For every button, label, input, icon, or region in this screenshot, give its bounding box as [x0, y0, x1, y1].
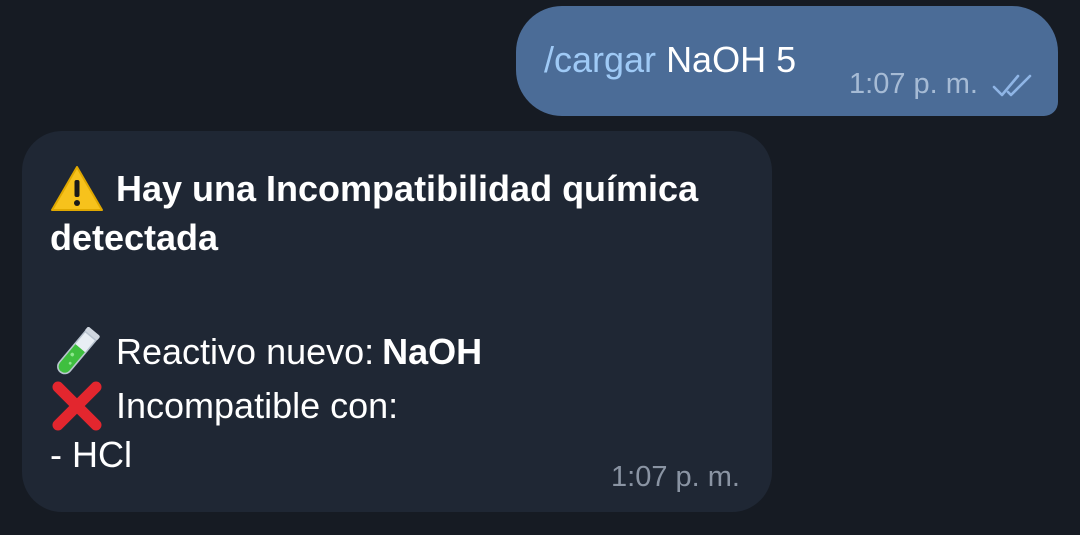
test-tube-icon	[50, 327, 104, 377]
warning-title-line	[50, 164, 698, 214]
command-arguments: NaOH 5	[666, 39, 797, 80]
bot-command-link[interactable]: /cargar	[544, 39, 657, 80]
incoming-message-bubble[interactable]	[22, 131, 772, 512]
outgoing-message-meta	[849, 68, 1036, 101]
reagent-value: NaOH	[382, 331, 483, 372]
warning-title: Hay una Incompatibilidad química	[116, 168, 699, 209]
incompatible-item-text: - HCl	[50, 434, 132, 475]
incompatible-label: Incompatible con:	[116, 385, 399, 426]
incompatible-item	[50, 435, 132, 475]
warning-title-continuation: detectada	[50, 217, 219, 258]
outgoing-message-time: 1:07 p. m.	[849, 68, 978, 100]
incoming-message-time: 1:07 p. m.	[611, 461, 740, 493]
outgoing-message-text	[544, 40, 796, 80]
reagent-label: Reactivo nuevo:	[116, 331, 375, 372]
double-check-icon	[992, 72, 1036, 98]
reagent-line	[50, 327, 482, 377]
incompatible-line	[50, 381, 398, 431]
cross-mark-icon	[50, 381, 104, 431]
warning-icon	[50, 164, 104, 214]
outgoing-message-bubble[interactable]	[516, 6, 1058, 116]
warning-title-line-2	[50, 218, 218, 258]
